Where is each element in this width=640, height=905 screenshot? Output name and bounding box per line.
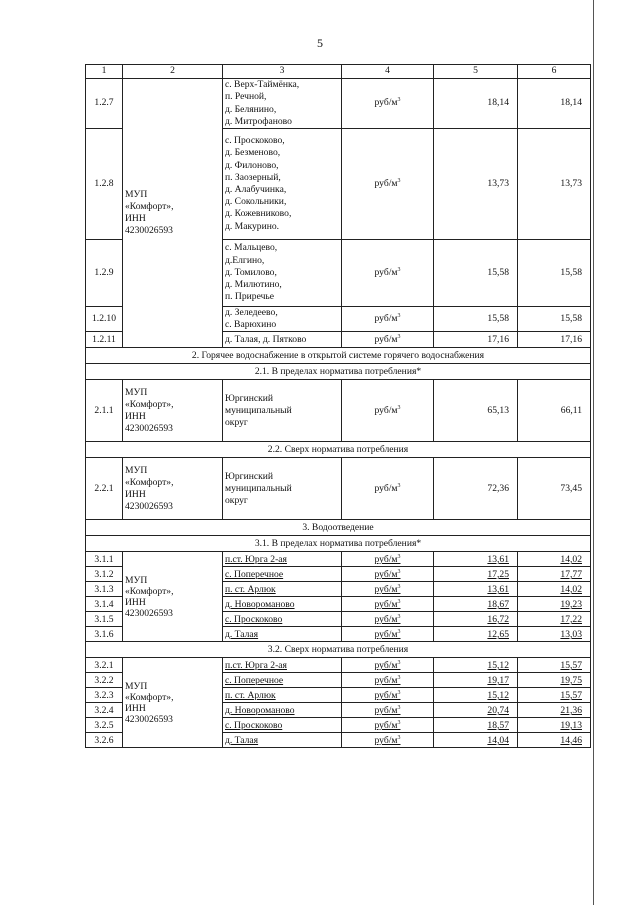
subsection-3-1-title-cell: 3.1. В пределах норматива потребления* [86, 536, 591, 552]
table-row [86, 658, 591, 673]
unit-cell [342, 673, 434, 688]
unit-exponent: 3 [397, 404, 401, 411]
place-line: с. Проскоково, [225, 135, 285, 147]
unit-text: руб/м [374, 583, 398, 595]
org-line: 4230026593 [125, 607, 173, 619]
tariff-value-1: 16,72 [434, 612, 518, 627]
unit-exponent: 3 [397, 97, 401, 104]
section-3-title-cell: 3. Водоотведение [86, 520, 591, 536]
row-number: 1.2.11 [86, 332, 123, 348]
unit-exponent: 3 [397, 689, 401, 696]
place-line: п. Заозерный, [225, 171, 281, 183]
unit-exponent: 3 [397, 266, 401, 273]
org-line: ИНН [125, 213, 146, 225]
place-line: п. Приречье [225, 291, 275, 303]
column-number: 2 [123, 65, 223, 79]
tariff-value-1: 13,73 [434, 129, 518, 240]
org-line: «Комфорт», [125, 691, 174, 703]
place-line: д. Белянино, [225, 103, 277, 115]
org-line: МУП [125, 188, 148, 200]
column-number-row [86, 65, 591, 79]
org-line: МУП [125, 680, 148, 692]
unit-exponent: 3 [397, 628, 401, 635]
organization-cell [123, 79, 223, 348]
row-number: 3.2.6 [86, 733, 123, 748]
place-line: д. Томилово, [225, 266, 277, 278]
row-number: 3.2.2 [86, 673, 123, 688]
row-2-1-1 [86, 380, 591, 442]
row-2-2-1 [86, 458, 591, 520]
unit-exponent: 3 [397, 734, 401, 741]
place-line: д. Талая, д. Пятково [225, 333, 307, 345]
locality-cell: п. ст. Арлюк [223, 688, 342, 703]
unit-exponent: 3 [397, 568, 401, 575]
locality-cell [223, 240, 342, 307]
unit-text: руб/м [374, 313, 398, 325]
locality-cell: д. Новороманово [223, 597, 342, 612]
place-line: д. Макурино. [225, 220, 280, 232]
unit-cell [342, 688, 434, 703]
tariff-value-1: 15,12 [434, 658, 518, 673]
column-number: 5 [434, 65, 518, 79]
locality-cell: с. Проскоково [223, 612, 342, 627]
locality-cell: д. Талая [223, 733, 342, 748]
column-number: 1 [86, 65, 123, 79]
place-line: муниципальный [225, 482, 292, 494]
tariff-value-2: 21,36 [518, 703, 591, 718]
unit-text: руб/м [374, 628, 398, 640]
row-number: 3.1.3 [86, 582, 123, 597]
tariff-value-2: 66,11 [518, 380, 591, 442]
unit-text: руб/м [374, 97, 398, 109]
org-line: МУП [125, 574, 148, 586]
row-number: 3.2.4 [86, 703, 123, 718]
page-edge-line [593, 0, 594, 905]
organization-cell [123, 658, 223, 748]
unit-cell [342, 703, 434, 718]
tariff-value-2: 15,58 [518, 240, 591, 307]
tariff-value-1: 65,13 [434, 380, 518, 442]
place-line: с. Верх-Таймёнка, [225, 79, 300, 91]
unit-exponent: 3 [397, 583, 401, 590]
unit-exponent: 3 [397, 482, 401, 489]
unit-exponent: 3 [397, 333, 401, 340]
org-line: «Комфорт», [125, 585, 174, 597]
tariff-value-2: 17,77 [518, 567, 591, 582]
tariff-value-2: 13,73 [518, 129, 591, 240]
unit-text: руб/м [374, 659, 398, 671]
section-2-title [86, 348, 591, 364]
place-line: с. Варюхино [225, 319, 277, 331]
org-line: «Комфорт», [125, 398, 174, 410]
locality-cell [223, 458, 342, 520]
tariff-value-1: 20,74 [434, 703, 518, 718]
place-line: д. Филоново, [225, 159, 279, 171]
unit-cell [342, 612, 434, 627]
locality-cell: д. Талая [223, 627, 342, 642]
unit-cell [342, 627, 434, 642]
org-line: ИНН [125, 596, 146, 608]
subsection-3-2-title-cell: 3.2. Сверх норматива потребления [86, 642, 591, 658]
row-number: 1.2.9 [86, 240, 123, 307]
tariff-value-2: 15,57 [518, 688, 591, 703]
column-number: 3 [223, 65, 342, 79]
unit-text: руб/м [374, 613, 398, 625]
org-line: 4230026593 [125, 423, 173, 435]
unit-cell [342, 658, 434, 673]
organization-cell [123, 458, 223, 520]
unit-text: руб/м [374, 598, 398, 610]
place-line: д. Алабучинка, [225, 184, 287, 195]
unit-exponent: 3 [397, 704, 401, 711]
subsection-2-2-title [86, 442, 591, 458]
section-3-title [86, 520, 591, 536]
unit-text: руб/м [374, 404, 398, 416]
unit-text: руб/м [374, 553, 398, 565]
tariff-value-1: 18,14 [434, 79, 518, 129]
unit-cell [342, 79, 434, 129]
row-number: 2.1.1 [86, 380, 123, 442]
unit-exponent: 3 [397, 312, 401, 319]
row-number: 3.2.5 [86, 718, 123, 733]
unit-text: руб/м [374, 333, 398, 345]
locality-cell: п.ст. Юрга 2-ая [223, 552, 342, 567]
table-row [86, 552, 591, 567]
section-2-title-cell: 2. Горячее водоснабжение в открытой системе горячего водоснабжения [86, 348, 591, 364]
tariff-value-1: 17,16 [434, 332, 518, 348]
unit-text: руб/м [374, 734, 398, 746]
unit-text: руб/м [374, 177, 398, 189]
table-row [86, 79, 591, 129]
tariff-value-2: 13,03 [518, 627, 591, 642]
locality-cell: с. Проскоково [223, 718, 342, 733]
locality-cell [223, 380, 342, 442]
tariff-value-1: 15,58 [434, 240, 518, 307]
tariff-value-1: 72,36 [434, 458, 518, 520]
unit-cell [342, 597, 434, 612]
tariff-value-1: 13,61 [434, 582, 518, 597]
locality-cell [223, 79, 342, 129]
tariff-value-2: 18,14 [518, 79, 591, 129]
row-number: 2.2.1 [86, 458, 123, 520]
unit-exponent: 3 [397, 177, 401, 184]
tariff-value-1: 13,61 [434, 552, 518, 567]
place-line: Юргинский [225, 392, 274, 404]
locality-cell [223, 332, 342, 348]
locality-cell: п. ст. Арлюк [223, 582, 342, 597]
org-line: ИНН [125, 488, 146, 500]
row-number: 3.2.1 [86, 658, 123, 673]
locality-cell: с. Поперечное [223, 567, 342, 582]
unit-exponent: 3 [397, 659, 401, 666]
unit-exponent: 3 [397, 719, 401, 726]
unit-cell [342, 458, 434, 520]
locality-cell: с. Поперечное [223, 673, 342, 688]
tariff-value-1: 17,25 [434, 567, 518, 582]
tariff-value-2: 17,16 [518, 332, 591, 348]
tariff-value-2: 14,02 [518, 582, 591, 597]
unit-cell [342, 582, 434, 597]
unit-text: руб/м [374, 704, 398, 716]
place-line: д.Елгино, [225, 254, 265, 266]
unit-exponent: 3 [397, 613, 401, 620]
org-line: 4230026593 [125, 501, 173, 513]
row-number: 3.1.6 [86, 627, 123, 642]
unit-exponent: 3 [397, 553, 401, 560]
tariff-value-2: 19,75 [518, 673, 591, 688]
subsection-2-1-title-cell: 2.1. В пределах норматива потребления* [86, 364, 591, 380]
column-number: 4 [342, 65, 434, 79]
place-line: округ [225, 495, 248, 506]
organization-cell [123, 552, 223, 642]
place-line: д. Безменово, [225, 147, 281, 159]
tariff-value-2: 19,23 [518, 597, 591, 612]
place-line: д. Милютино, [225, 279, 282, 291]
locality-cell [223, 307, 342, 332]
locality-cell: д. Новороманово [223, 703, 342, 718]
org-line: ИНН [125, 410, 146, 422]
org-line: «Комфорт», [125, 476, 174, 488]
tariff-value-2: 15,57 [518, 658, 591, 673]
place-line: д. Зеледеево, [225, 307, 278, 318]
unit-text: руб/м [374, 689, 398, 701]
tariff-value-2: 14,46 [518, 733, 591, 748]
tariff-value-2: 14,02 [518, 552, 591, 567]
org-line: МУП [125, 464, 148, 476]
tariff-value-1: 18,67 [434, 597, 518, 612]
tariff-value-1: 18,57 [434, 718, 518, 733]
tariff-value-1: 12,65 [434, 627, 518, 642]
unit-cell [342, 733, 434, 748]
row-number: 3.1.1 [86, 552, 123, 567]
tariff-value-1: 19,17 [434, 673, 518, 688]
unit-exponent: 3 [397, 598, 401, 605]
column-number: 6 [518, 65, 591, 79]
tariff-value-2: 73,45 [518, 458, 591, 520]
tariff-value-1: 15,58 [434, 307, 518, 332]
unit-cell [342, 567, 434, 582]
subsection-3-1-title [86, 536, 591, 552]
subsection-2-2-title-cell: 2.2. Сверх норматива потребления [86, 442, 591, 458]
row-number: 3.1.5 [86, 612, 123, 627]
tariff-value-1: 14,04 [434, 733, 518, 748]
tariff-value-2: 17,22 [518, 612, 591, 627]
organization-cell [123, 380, 223, 442]
unit-cell [342, 307, 434, 332]
row-number: 1.2.8 [86, 129, 123, 240]
place-line: округ [225, 417, 248, 428]
place-line: с. Мальцево, [225, 242, 278, 254]
place-line: Юргинский [225, 470, 274, 482]
subsection-3-2-title [86, 642, 591, 658]
org-line: 4230026593 [125, 225, 173, 237]
unit-text: руб/м [374, 482, 398, 494]
unit-cell [342, 240, 434, 307]
subsection-2-1-title [86, 364, 591, 380]
tariff-value-1: 15,12 [434, 688, 518, 703]
org-line: МУП [125, 386, 148, 398]
unit-exponent: 3 [397, 674, 401, 681]
page-number: 5 [317, 36, 323, 50]
unit-text: руб/м [374, 674, 398, 686]
tariff-value-2: 19,13 [518, 718, 591, 733]
unit-text: руб/м [374, 719, 398, 731]
locality-cell: п.ст. Юрга 2-ая [223, 658, 342, 673]
org-line: ИНН [125, 702, 146, 714]
unit-text: руб/м [374, 568, 398, 580]
place-line: п. Речной, [225, 91, 267, 103]
tariff-table [85, 64, 591, 748]
place-line: д. Митрофаново [225, 115, 292, 127]
row-number: 3.1.2 [86, 567, 123, 582]
unit-text: руб/м [374, 266, 398, 278]
unit-cell [342, 380, 434, 442]
place-line: д. Сокольники, [225, 196, 287, 208]
row-number: 3.1.4 [86, 597, 123, 612]
unit-cell [342, 332, 434, 348]
place-line: д. Кожевниково, [225, 208, 292, 220]
org-line: «Комфорт», [125, 201, 174, 212]
tariff-value-2: 15,58 [518, 307, 591, 332]
place-line: муниципальный [225, 404, 292, 416]
unit-cell [342, 718, 434, 733]
unit-cell [342, 552, 434, 567]
unit-cell [342, 129, 434, 240]
row-number: 1.2.7 [86, 79, 123, 129]
org-line: 4230026593 [125, 713, 173, 725]
row-number: 3.2.3 [86, 688, 123, 703]
row-number: 1.2.10 [86, 307, 123, 332]
locality-cell [223, 129, 342, 240]
